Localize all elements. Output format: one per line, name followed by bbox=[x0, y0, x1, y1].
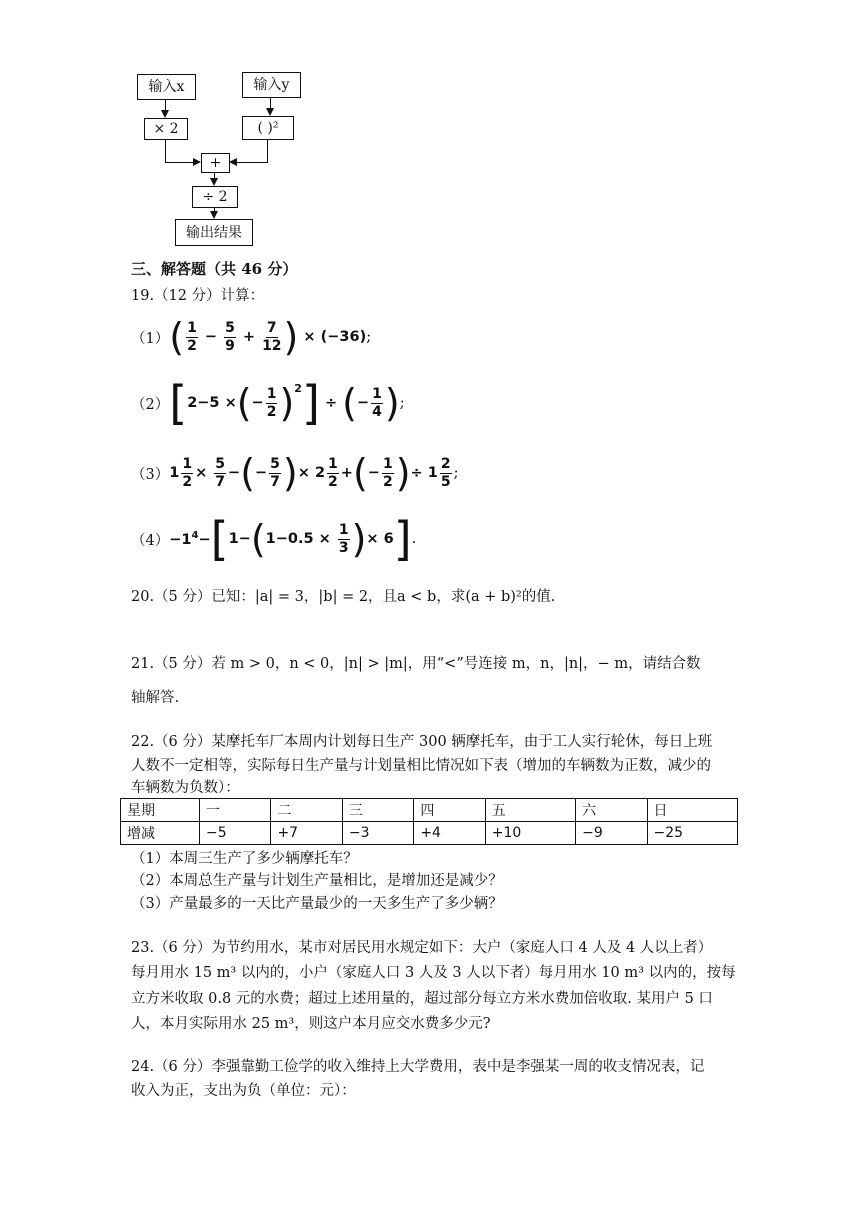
table-cell: −3 bbox=[342, 822, 413, 845]
table-cell: 星期 bbox=[121, 799, 200, 822]
section-title: 三、解答题（共 46 分） bbox=[131, 260, 298, 278]
table-cell: −9 bbox=[576, 822, 647, 845]
table-cell: 增减 bbox=[121, 822, 200, 845]
input-y-box: 输入y bbox=[242, 72, 301, 98]
q19-part4-label: （4） bbox=[131, 532, 170, 549]
divide-2-box: ÷ 2 bbox=[192, 186, 238, 208]
table-cell: 一 bbox=[200, 799, 271, 822]
q19-part2: （2） [ 2−5 × ( − $\frac{1}{2}$ ) $^2$ ] ÷ ( − $\frac{1}{4}$ ) ; bbox=[131, 376, 405, 430]
q19-stem: 19.（12 分）计算： bbox=[131, 288, 265, 304]
table-cell: 二 bbox=[271, 799, 342, 822]
table-cell: 五 bbox=[485, 799, 575, 822]
q22-sub1: （1）本周三生产了多少辆摩托车？ bbox=[131, 851, 358, 867]
plus-box: + bbox=[201, 153, 230, 173]
production-table bbox=[120, 798, 738, 845]
table-cell: +4 bbox=[414, 822, 485, 845]
q22-sub2: （2）本周总生产量与计划生产量相比，是增加还是减少？ bbox=[131, 873, 503, 889]
q19-part3-label: （3） bbox=[131, 466, 170, 483]
table-cell: −5 bbox=[200, 822, 271, 845]
q23-line2: 每月用水 15 m³ 以内的，小户（家庭人口 3 人及 3 人以下者）每月用水 10 m³ 以内的，按每 bbox=[131, 965, 736, 981]
table-row bbox=[121, 822, 738, 845]
q19-part1: （1） ( $\frac{1}{2}$ − $\frac{5}{9}$ + $\frac{7}{12}$ ) × (−36) ; bbox=[131, 315, 372, 359]
q22-line2: 人数不一定相等，实际每日生产量与计划量相比情况如下表（增加的车辆数为正数，减少的 bbox=[131, 758, 711, 774]
q20: 20.（5 分）已知：|a| = 3，|b| = 2，且a < b，求(a + b)²的值. bbox=[131, 589, 556, 605]
q22-line1: 22.（6 分）某摩托车厂本周内计划每日生产 300 辆摩托车，由于工人实行轮休，每日上班 bbox=[131, 734, 713, 750]
output-box: 输出结果 bbox=[175, 219, 253, 246]
q19-part4: （4） $-1^4-$ [ 1− ( 1−0.5 × $\frac{1}{3}$ ) × 6 ] . bbox=[131, 512, 417, 566]
table-cell: +10 bbox=[485, 822, 575, 845]
times-2-box: × 2 bbox=[144, 118, 188, 140]
square-box: ( )² bbox=[242, 116, 294, 140]
table-cell: 四 bbox=[414, 799, 485, 822]
table-cell: 三 bbox=[342, 799, 413, 822]
q22-sub3: （3）产量最多的一天比产量最少的一天多生产了多少辆？ bbox=[131, 896, 503, 912]
q23-line3: 立方米收取 0.8 元的水费；超过上述用量的，超过部分每立方米水费加倍收取. 某用户 5 口 bbox=[131, 991, 713, 1007]
q19-part2-label: （2） bbox=[131, 396, 170, 413]
q19-part1-label: （1） bbox=[131, 330, 170, 347]
q21-line2: 轴解答. bbox=[131, 690, 180, 706]
table-cell: +7 bbox=[271, 822, 342, 845]
q23-line4: 人，本月实际用水 25 m³，则这户本月应交水费多少元? bbox=[131, 1016, 491, 1032]
table-cell: −25 bbox=[647, 822, 737, 845]
q21-line1: 21.（5 分）若 m > 0，n < 0，|n| > |m|，用“<”号连接 m，n，|n|，− m，请结合数 bbox=[131, 656, 701, 672]
table-cell: 日 bbox=[647, 799, 737, 822]
table-cell: 六 bbox=[576, 799, 647, 822]
q24-line2: 收入为正，支出为负（单位：元）： bbox=[131, 1083, 356, 1099]
table-row bbox=[121, 799, 738, 822]
q23-line1: 23.（6 分）为节约用水，某市对居民用水规定如下：大户（家庭人口 4 人及 4 人以上者） bbox=[131, 940, 713, 956]
input-x-box: 输入x bbox=[137, 74, 196, 100]
q19-part3: （3） 1 $\frac{1}{2}$ × $\frac{5}{7}$ − ( − $\frac{5}{7}$ ) × 2 $\frac{1}{2}$ + ( − $\frac{1}{2}$ ) ÷ 1 $\frac{2}{5}$ ; bbox=[131, 451, 459, 495]
q22-line3: 车辆数为负数）： bbox=[131, 780, 240, 796]
q24-line1: 24.（6 分）李强靠勤工俭学的收入维持上大学费用，表中是李强某一周的收支情况表，记 bbox=[131, 1059, 705, 1075]
